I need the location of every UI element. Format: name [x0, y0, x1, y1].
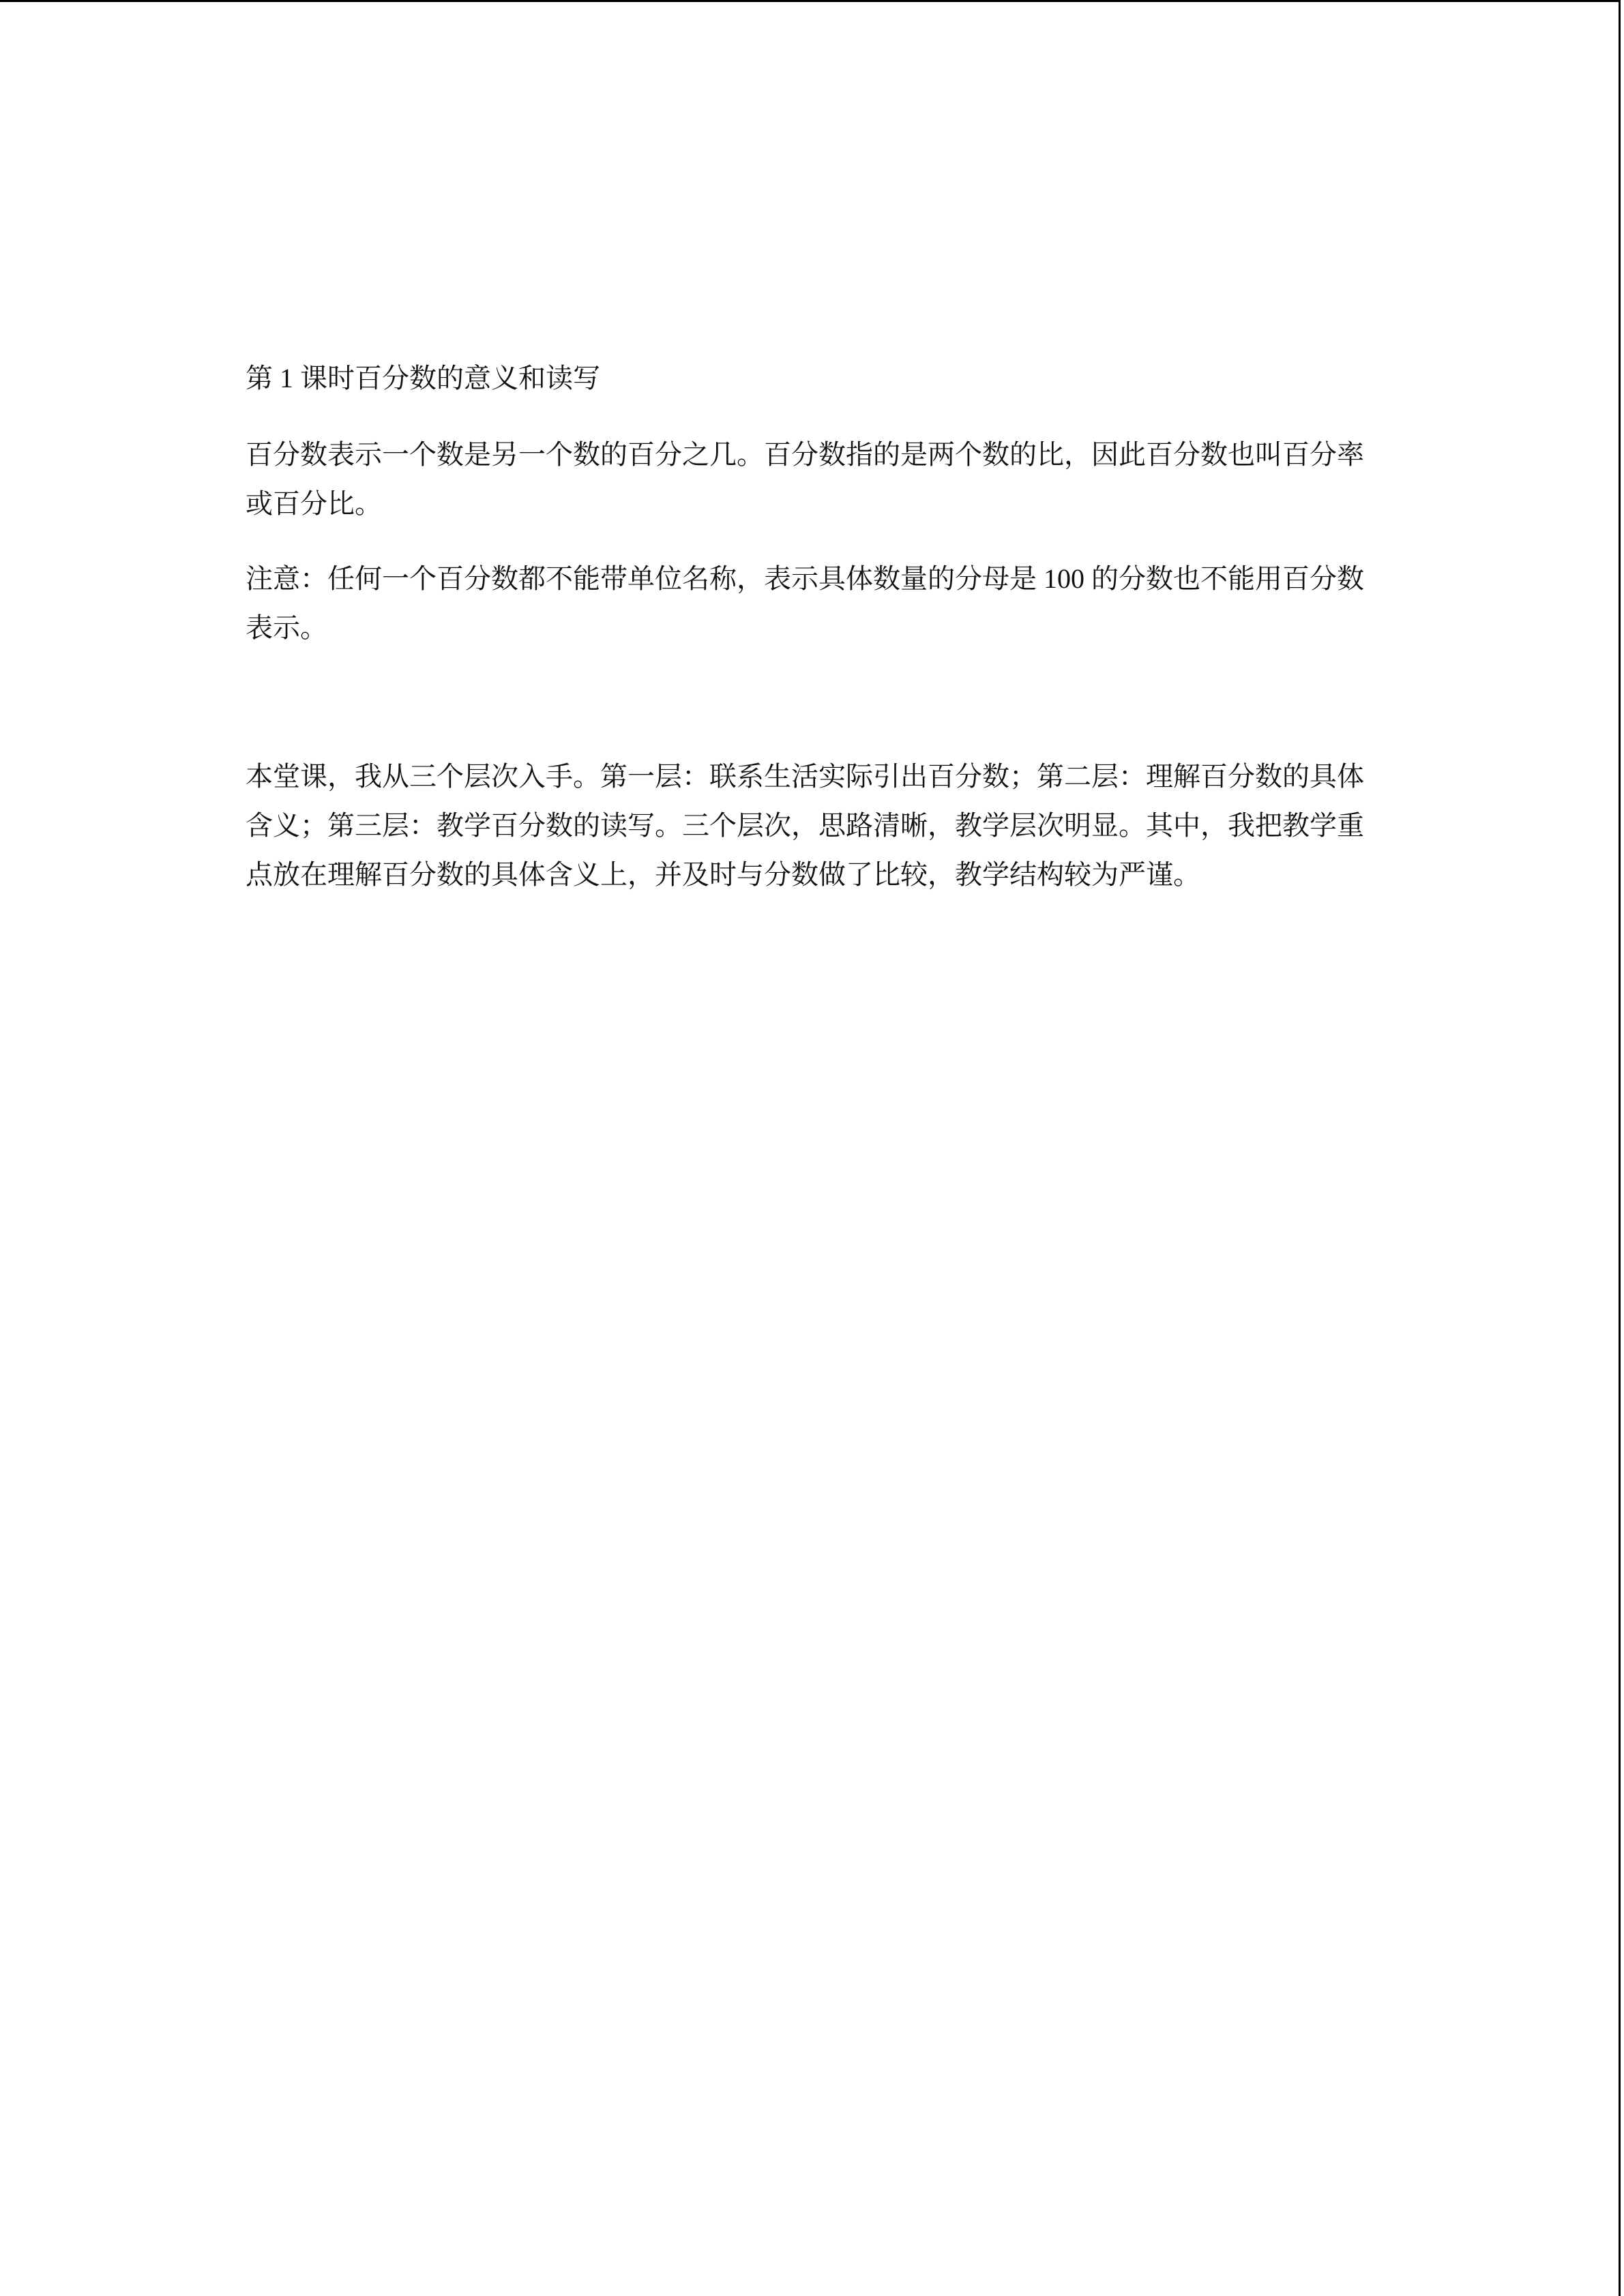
lesson-title: 第 1 课时百分数的意义和读写 [246, 363, 600, 393]
definition-paragraph: 百分数表示一个数是另一个数的百分之几。百分数指的是两个数的比，因此百分数也叫百分率或百分比。 [246, 439, 1364, 519]
document-body [246, 354, 1364, 925]
note-paragraph: 注意：任何一个百分数都不能带单位名称，表示具体数量的分母是 100 的分数也不能用百分数表示。 [246, 563, 1364, 643]
reflection-paragraph: 本堂课，我从三个层次入手。第一层：联系生活实际引出百分数；第二层：理解百分数的具体含义；第三层：教学百分数的读写。三个层次，思路清晰，教学层次明显。其中，我把教学重点放在理解百分数的具体含义上，并及时与分数做了比较，教学结构较为严谨。 [246, 761, 1364, 890]
